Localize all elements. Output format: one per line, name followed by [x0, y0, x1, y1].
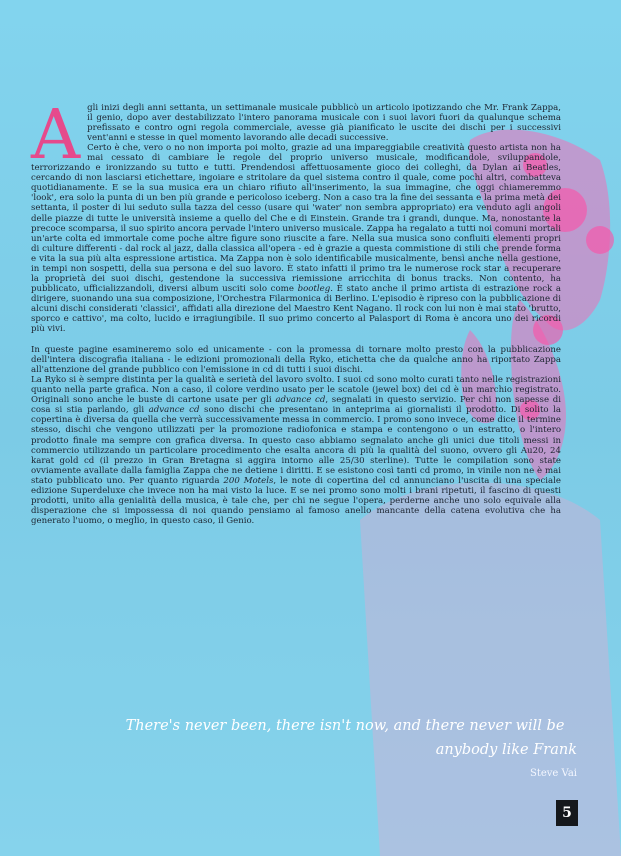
paragraph-3-b: , segnalati in questo servizio. Per chi non sapesse di cosa si stia parlando, gli [31, 395, 561, 416]
paragraph-3-c: sono dischi che presentano in anteprima ai giornalisti il prodotto. Di solito la copertina è diversa da quella che verrà successivamente messa in commercio. I promo sono invece, come dice il termine stesso, dischi che vengono utilizzati per la promozione radiofonica e stampa e contengono o un estratto, o l'intero prodotto finale ma sempre con grafica diversa. In questo caso abbiamo segnalato anche gli unici due titoli messi in commercio utilizzando un particolare procedimento che esalta ancora di più la qualità del suono, ovvero gli Au20, 24 karat gold cd (il prezzo in Gran Bretagna si aggira intorno alle 25/30 sterline). Tutte le compilation sono state ovviamente avallate dalla famiglia Zappa che ne detiene i diritti. E se esistono così tanti cd promo, in vinile non ne è mai stato pubblicato uno. Per quanto riguarda [31, 405, 561, 486]
intro-text: gli inizi degli anni settanta, un settimanale musicale pubblicò un articolo ipotizzando che Mr. Frank Zappa, il genio, dopo aver destabilizzato l'intero panorama musicale con i suoi lavori fuori da qualunque schema prefissato e contro ogni regola commerciale, avesse già pianificato le uscite dei dischi per i successivi vent'anni e stesse in quel momento lavorando alle decadi successive. [87, 103, 561, 144]
paragraph-1 [31, 143, 561, 334]
paragraph-1-end: . È stato anche il primo artista di estrazione rock a dirigere, suonando una sua composizione, l'Orchestra Filarmonica di Berlino. L'episodio è ripreso con la pubblicazione di alcuni dischi considerati 'classici', affidati alla direzione del Maestro Kent Nagano. Il rock con lui non è mai stato 'brutto, sporco e cattivo', ma colto, lucido e irragiungibile. Il suo primo concerto al Palasport di Roma è ancora uno dei ricordi più vivi. [31, 283, 562, 335]
paragraph-3 [31, 375, 561, 526]
bootleg-term: bootleg [297, 283, 331, 294]
200-motels-title: 200 Motels [223, 475, 274, 486]
advance-cd-term: advance cd [275, 395, 326, 406]
paragraph-3-d: , le note di copertina del cd annunciano l'uscita di una speciale edizione Superdeluxe che invece non ha mai visto la luce. E se nei promo sono molti i brani ripetuti, il fascino di questi prodotti, unito alla genialità della musica, è tale che, per chi ne segue l'opera, perderne anche uno solo equivale alla disperazione che si impossessa di noi quando pensiamo al famoso anello mancante della catena evolutiva che ha generato l'uomo, o meglio, in questo caso, il Genio. [31, 475, 561, 526]
pull-quote-line-1: There's never been, there isn't now, and there never will be [125, 718, 565, 734]
page-number-badge: 5 [556, 800, 578, 826]
intro-paragraph [31, 96, 561, 175]
paragraph-1-text: Certo è che, vero o no non importa poi molto, grazie ad una impareggiabile creatività questo artista non ha mai cessato di cambiare le regole del proprio universo musicale, modificandole, sviluppandole, terrorizzando e ironizzando su tutto e tutti. Prendendosi affettuosamente gioco dei colleghi, da Dylan ai Beatles, cercando di non lasciarsi etichettare, ingoiare e stritolare da quel sistema contro il quale, come pochi altri, combatteva quotidianamente. E se la sua musica era un chiaro rifiuto all'inserimento, la sua immagine, che oggi chiameremmo 'look', era solo la punta di un ben più grande e pericoloso iceberg. Non a caso tra la fine dei sessanta e la prima metà dei settanta, il poster di lui seduto sulla tazza del cesso (usare qui 'water' non sembra appropriato) era venduto agli angoli delle piazze di tutte le università insieme a quello del Che e di Einstein. Grande tra i grandi, dunque. Ma, nonostante la precoce scomparsa, il suo spirito ancora pervade l'intero universo musicale. Zappa ha regalato a tutti noi comuni mortali un'arte colta ed immortale come poche altre figure sono riuscite a fare. Nella sua musica sono confluiti elementi propri di culture differenti - dal rock al jazz, dalla classica all'opera - ed è grazie a questa commistione di stili che prende forma e vita la sua più alta espressione artistica. Ma Zappa non è solo identificabile musicalmente, bensì anche nella gestione, in tempi non sospetti, della sua persona e del suo lavoro. È stato infatti il primo tra le numerose rock star a recuperare la proprietà dei suoi dischi, gestendone la successiva riemissione arricchita di bonus tracks. Non contento, ha pubblicato, ufficializzandoli, diversi album usciti solo come [31, 143, 561, 294]
quote-author: Steve Vai [530, 768, 577, 779]
drop-cap-letter: A [31, 96, 81, 175]
pull-quote-line-2: anybody like Frank [435, 742, 577, 758]
article-body [31, 96, 562, 526]
paragraph-3-a: La Ryko si è sempre distinta per la qualità e serietà del lavoro svolto. I suoi cd sono molto curati tanto nelle registrazioni quanto nella parte grafica. Non a caso, il colore verdino usato per le scatole (jewel box) dei cd è un marchio registrato. Originali sono anche le buste di cartone usate per gli [31, 375, 561, 406]
advance-cd-term-2: advance cd [148, 405, 200, 416]
paragraph-2: In queste pagine esamineremo solo ed unicamente - con la promessa di tornare molto presto con la pubblicazione dell'intera discografia italiana - le edizioni promozionali della Ryko, etichetta che da qualche anno ha riportato Zappa all'attenzione del grande pubblico con l'emissione in cd di tutti i suoi dischi. [31, 345, 561, 376]
